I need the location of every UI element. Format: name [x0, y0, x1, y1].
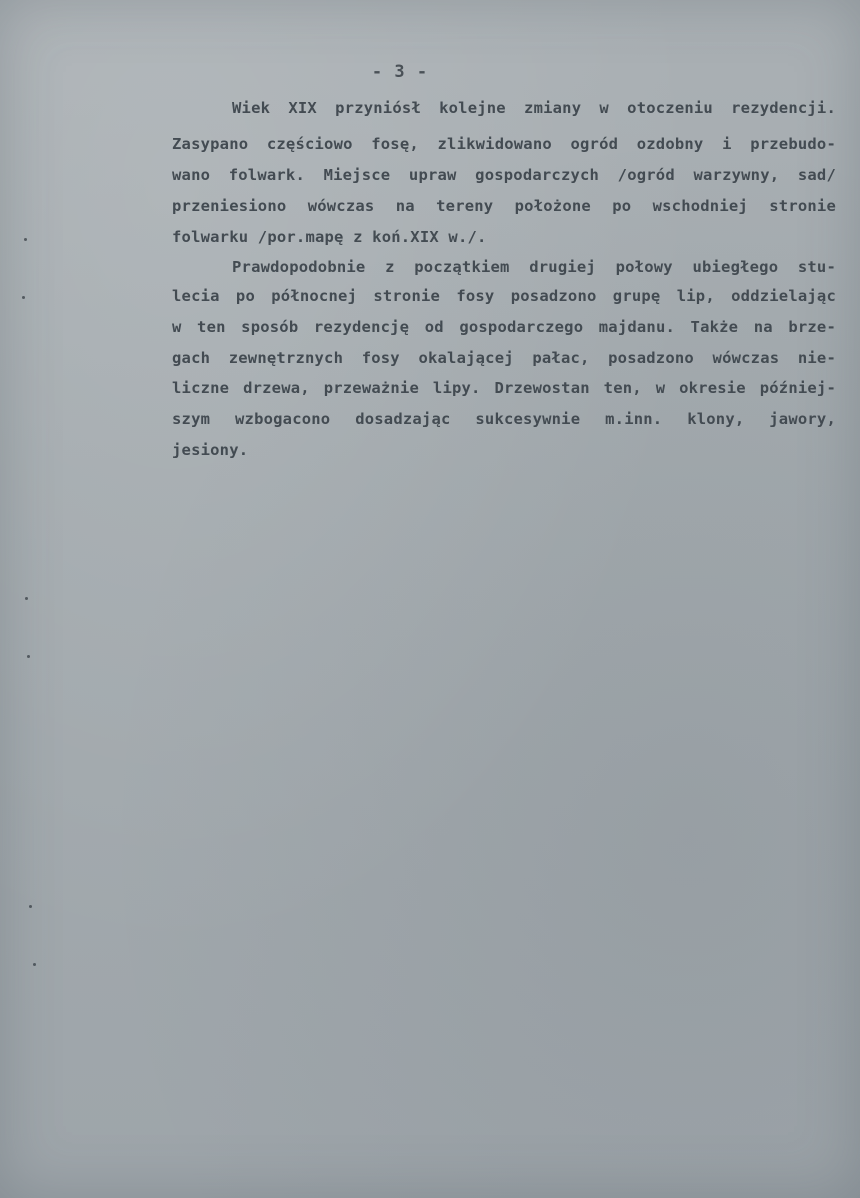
text-line: Zasypano częściowo fosę, zlikwidowano ogród ozdobny i przebudo- — [172, 135, 836, 153]
text-line: Prawdopodobnie z początkiem drugiej połowy ubiegłego stu- — [232, 258, 836, 276]
text-line: jesiony. — [172, 441, 249, 459]
text-line: wano folwark. Miejsce upraw gospodarczych /ogród warzywny, sad/ — [172, 166, 836, 184]
text-line: lecia po północnej stronie fosy posadzono grupę lip, oddzielając — [172, 287, 836, 305]
paper-speck — [25, 597, 28, 600]
text-line: w ten sposób rezydencję od gospodarczego majdanu. Także na brze- — [172, 318, 836, 336]
paper-speck — [33, 963, 36, 966]
paper-speck — [29, 905, 32, 908]
page-number: - 3 - — [371, 62, 429, 82]
text-line: folwarku /por.mapę z koń.XIX w./. — [172, 228, 487, 246]
text-line: przeniesiono wówczas na tereny położone po wschodniej stronie — [172, 197, 836, 215]
text-line: szym wzbogacono dosadzając sukcesywnie m.inn. klony, jawory, — [172, 410, 836, 428]
text-line: liczne drzewa, przeważnie lipy. Drzewostan ten, w okresie później- — [172, 379, 836, 397]
text-line: gach zewnętrznych fosy okalającej pałac, posadzono wówczas nie- — [172, 349, 836, 367]
paper-speck — [27, 655, 30, 658]
paper-speck — [22, 296, 25, 299]
paper-speck — [24, 238, 27, 241]
text-line: Wiek XIX przyniósł kolejne zmiany w otoczeniu rezydencji. — [232, 99, 836, 117]
